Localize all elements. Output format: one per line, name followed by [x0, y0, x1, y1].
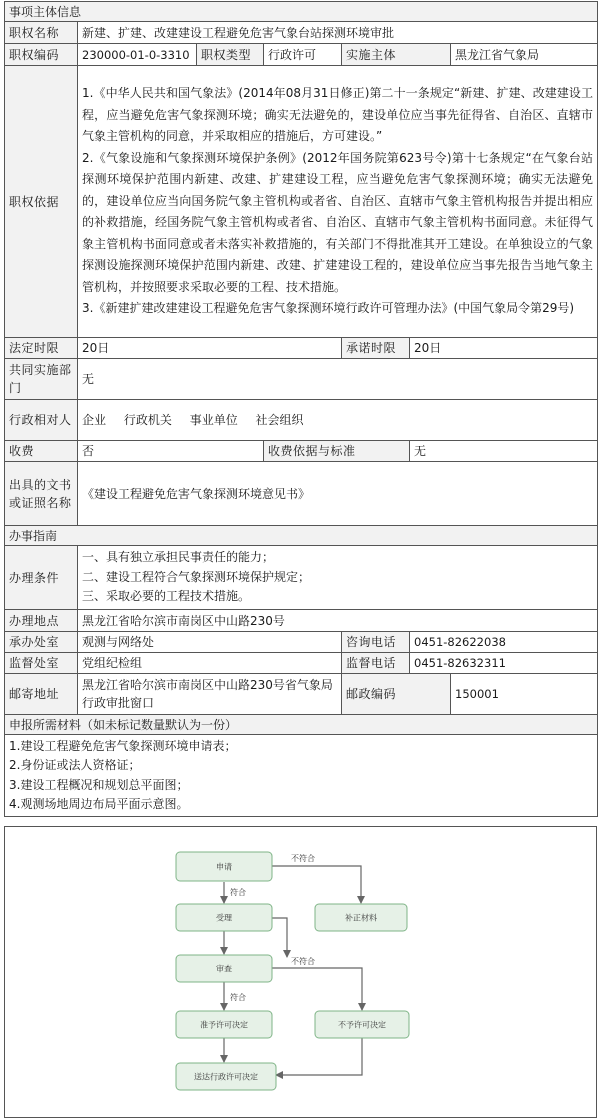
- basis-item: 3.《新建扩建改建建设工程避免危害气象探测环境行政许可管理办法》(中国气象局令第29号): [82, 301, 575, 316]
- flow-node-accept-label: 受理: [216, 913, 232, 923]
- label-legal-time: 法定时限: [5, 338, 78, 359]
- edge-accept-deliver: [272, 918, 287, 957]
- edge-label-pass-1: 符合: [230, 888, 246, 897]
- label-doc: 出具的文书或证照名称: [5, 462, 78, 526]
- counterpart-tag: 事业单位: [189, 413, 238, 427]
- label-postcode: 邮政编码: [342, 674, 451, 715]
- value-fee-basis: 无: [410, 441, 598, 462]
- material-item: 3.建设工程概况和规划总平面图；: [9, 777, 189, 792]
- value-fee: 否: [78, 441, 264, 462]
- flow-node-deliver-label: 送达行政许可决定: [194, 1072, 258, 1082]
- section-header-materials: 申报所需材料（如未标记数量默认为一份）: [5, 715, 598, 735]
- flow-node-review: [176, 955, 272, 982]
- edge-label-fail-2: 不符合: [291, 957, 315, 966]
- flow-node-deny-label: 不予许可决定: [338, 1020, 386, 1030]
- section-header-guide: 办事指南: [5, 526, 598, 546]
- value-consult-phone: 0451-82622038: [410, 632, 598, 653]
- counterpart-tag: 行政机关: [123, 413, 172, 427]
- materials-list: [5, 735, 598, 817]
- label-promise-time: 承诺时限: [342, 338, 410, 359]
- item-info-table: [4, 1, 598, 817]
- label-type: 职权类型: [197, 44, 264, 66]
- value-mail-addr: 黑龙江省哈尔滨市南岗区中山路230号省气象局行政审批窗口: [78, 674, 342, 715]
- value-supervise-phone: 0451-82632311: [410, 653, 598, 674]
- label-consult-phone: 咨询电话: [342, 632, 410, 653]
- label-counterpart: 行政相对人: [5, 400, 78, 441]
- material-item: 4.观测场地周边布局平面示意图。: [9, 797, 189, 811]
- edge-deny-deliver: [276, 1038, 362, 1075]
- section-header-info: 事项主体信息: [5, 2, 598, 22]
- flow-node-apply-label: 申请: [216, 862, 232, 872]
- label-supervise-phone: 监督电话: [342, 653, 410, 674]
- value-promise-time: 20日: [410, 338, 598, 359]
- edge-review-deny: [272, 968, 362, 1010]
- edge-label-pass-2: 符合: [230, 993, 246, 1002]
- label-dept: 承办处室: [5, 632, 78, 653]
- label-conditions: 办理条件: [5, 546, 78, 610]
- label-subject: 实施主体: [342, 44, 451, 66]
- value-type: 行政许可: [264, 44, 342, 66]
- flow-node-review-label: 审查: [216, 964, 232, 974]
- counterpart-tag: 社会组织: [255, 413, 304, 427]
- value-postcode: 150001: [451, 674, 598, 715]
- value-joint-dept: 无: [78, 359, 598, 400]
- flow-node-accept: [176, 904, 272, 931]
- condition-item: 二、建设工程符合气象探测环境保护规定；: [82, 569, 311, 584]
- value-basis: [78, 66, 598, 338]
- value-dept: 观测与网络处: [78, 632, 342, 653]
- flowchart-svg: [5, 827, 596, 1117]
- label-basis: 职权依据: [5, 66, 78, 338]
- label-fee: 收费: [5, 441, 78, 462]
- condition-item: 一、具有独立承担民事责任的能力；: [82, 550, 275, 565]
- value-doc: 《建设工程避免危害气象探测环境意见书》: [78, 462, 598, 526]
- label-place: 办理地点: [5, 610, 78, 632]
- basis-item: 1.《中华人民共和国气象法》(2014年08月31日修正)第二十一条规定“新建、扩建、改建建设工程，应当避免危害气象探测环境；确实无法避免的，建设单位应当事先征得省、自治区、直辖市气象主管机构的同意，并采取相应的措施后，方可建设。”: [82, 86, 594, 144]
- flowchart: [4, 826, 597, 1118]
- label-code: 职权编码: [5, 44, 78, 66]
- value-legal-time: 20日: [78, 338, 342, 359]
- value-place: 黑龙江省哈尔滨市南岗区中山路230号: [78, 610, 598, 632]
- flow-node-deliver: [176, 1063, 276, 1090]
- label-supervise-dept: 监督处室: [5, 653, 78, 674]
- flow-node-grant: [176, 1011, 272, 1038]
- value-conditions: [78, 546, 598, 610]
- condition-item: 三、采取必要的工程技术措施。: [82, 589, 251, 604]
- label-mail-addr: 邮寄地址: [5, 674, 78, 715]
- basis-item: 2.《气象设施和气象探测环境保护条例》(2012年国务院第623号令)第十七条规定“在气象台站探测环境保护范围内新建、改建、扩建建设工程，应当避免危害气象探测环境；确实无法避免的，建设单位应当向国务院气象主管机构或者省、自治区、直辖市气象主管机构报告并提出相应的补救措施，经国务院气象主管机构或者省、自治区、直辖市气象主管机构书面同意。未征得气象主管机构书面同意或者未落实补救措施的，有关部门不得批准其开工建设。在单独设立的气象探测设施探测环境保护范围内新建、改建、扩建建设工程的，建设单位应当事先报告当地气象主管机构，并按照要求采取必要的工程、技术措施。: [82, 150, 594, 294]
- value-name: 新建、扩建、改建建设工程避免危害气象台站探测环境审批: [78, 22, 598, 44]
- value-subject: 黑龙江省气象局: [451, 44, 598, 66]
- edge-label-fail-1: 不符合: [291, 854, 315, 863]
- counterpart-tag: 企业: [82, 413, 107, 427]
- flow-node-grant-label: 准予许可决定: [200, 1020, 248, 1030]
- edge-apply-supplement: [272, 866, 361, 903]
- material-item: 2.身份证或法人资格证；: [9, 758, 141, 772]
- label-name: 职权名称: [5, 22, 78, 44]
- label-joint-dept: 共同实施部门: [5, 359, 78, 400]
- value-counterpart: [78, 400, 598, 441]
- label-fee-basis: 收费依据与标准: [264, 441, 410, 462]
- flow-node-deny: [315, 1011, 409, 1038]
- value-supervise-dept: 党组纪检组: [78, 653, 342, 674]
- flow-node-supplement: [315, 904, 407, 931]
- value-code: 230000-01-0-3310: [78, 44, 197, 66]
- material-item: 1.建设工程避免危害气象探测环境申请表；: [9, 738, 237, 753]
- flow-node-apply: [176, 852, 272, 881]
- flow-node-supplement-label: 补正材料: [345, 913, 377, 923]
